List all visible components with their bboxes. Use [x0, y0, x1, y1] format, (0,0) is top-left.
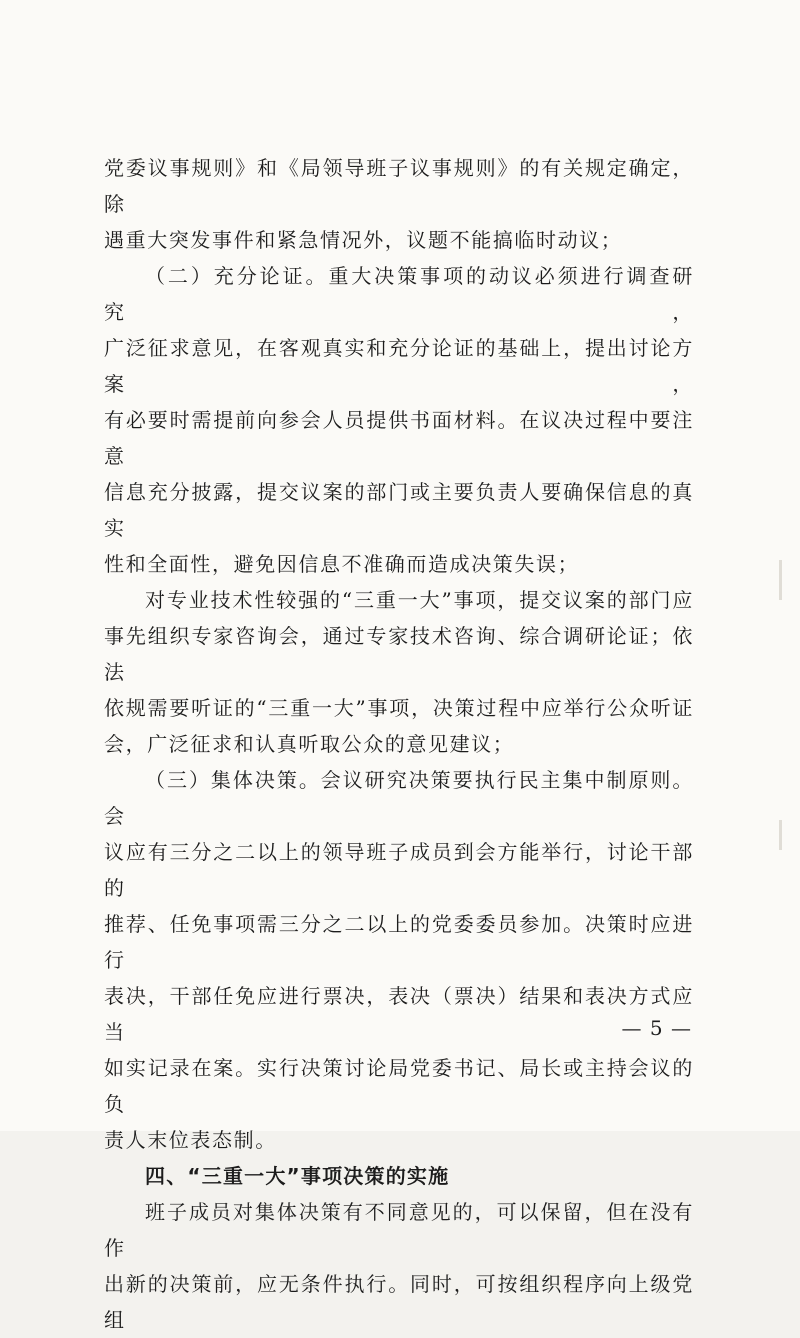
body-text — [104, 150, 694, 1338]
text-line: 事先组织专家咨询会，通过专家技术咨询、综合调研论证；依法 — [104, 624, 694, 684]
paragraph-collective-decision — [104, 762, 694, 1158]
page-number: — 5 — — [621, 1016, 692, 1040]
text-line: 班子成员对集体决策有不同意见的，可以保留，但在没有作 — [104, 1200, 694, 1260]
text-line: （三）集体决策。会议研究决策要执行民主集中制原则。会 — [104, 768, 694, 828]
text-line: 性和全面性，避免因信息不准确而造成决策失误； — [104, 552, 580, 576]
text-line: 信息充分披露，提交议案的部门或主要负责人要确保信息的真实 — [104, 480, 694, 540]
paragraph-rules-continuation — [104, 150, 694, 258]
page-edge-shadow — [779, 560, 782, 600]
text-line: 广泛征求意见，在客观真实和充分论证的基础上，提出讨论方案， — [104, 336, 694, 396]
paragraph-expert-consultation — [104, 582, 694, 762]
text-line: 表决，干部任免应进行票决，表决（票决）结果和表决方式应当 — [104, 984, 694, 1044]
paragraph-full-argumentation — [104, 258, 694, 582]
text-line: 出新的决策前，应无条件执行。同时，可按组织程序向上级党组 — [104, 1272, 694, 1332]
text-line: 有必要时需提前向参会人员提供书面材料。在议决过程中要注意 — [104, 408, 694, 468]
text-line: 遇重大突发事件和紧急情况外，议题不能搞临时动议； — [104, 228, 623, 252]
text-line: 议应有三分之二以上的领导班子成员到会方能举行，讨论干部的 — [104, 840, 694, 900]
text-line: 如实记录在案。实行决策讨论局党委书记、局长或主持会议的负 — [104, 1056, 694, 1116]
page-edge-shadow — [779, 820, 782, 850]
text-line: （二）充分论证。重大决策事项的动议必须进行调查研究， — [104, 264, 694, 324]
text-line: 推荐、任免事项需三分之二以上的党委委员参加。决策时应进行 — [104, 912, 694, 972]
text-line: 责人末位表态制。 — [104, 1128, 277, 1152]
text-line: 依规需要听证的“三重一大”事项，决策过程中应举行公众听证 — [104, 696, 694, 720]
text-line: 会，广泛征求和认真听取公众的意见建议； — [104, 732, 515, 756]
paragraph-implementation — [104, 1194, 694, 1338]
text-line: 党委议事规则》和《局领导班子议事规则》的有关规定确定，除 — [104, 156, 694, 216]
text-line: 对专业技术性较强的“三重一大”事项，提交议案的部门应 — [145, 588, 694, 612]
section-heading: 四、“三重一大”事项决策的实施 — [145, 1164, 450, 1188]
